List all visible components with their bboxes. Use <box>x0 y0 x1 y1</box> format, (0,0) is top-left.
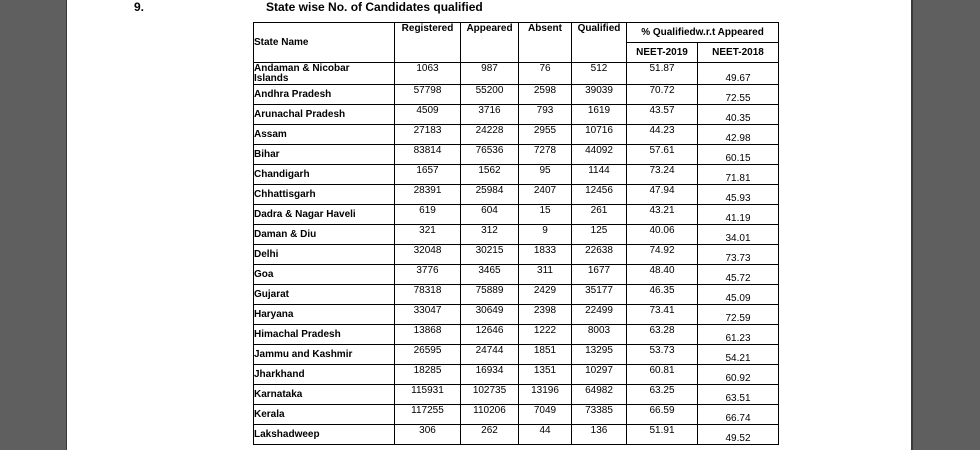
cell-neet-2018: 60.15 <box>698 145 779 165</box>
state-name-text: Haryana <box>254 308 294 320</box>
cell-registered: 27183 <box>395 125 461 145</box>
cell-neet-2019: 44.23 <box>627 125 698 145</box>
cell-registered: 619 <box>395 205 461 225</box>
cell-qualified: 44092 <box>572 145 627 165</box>
cell-state-name <box>254 185 395 205</box>
cell-registered: 26595 <box>395 345 461 365</box>
table-row <box>254 245 779 265</box>
cell-absent: 1833 <box>519 245 572 265</box>
cell-neet-2019: 40.06 <box>627 225 698 245</box>
cell-appeared: 1562 <box>461 165 519 185</box>
table-body <box>254 63 779 445</box>
cell-neet-2019: 73.41 <box>627 305 698 325</box>
cell-absent: 7049 <box>519 405 572 425</box>
cell-neet-2018: 72.55 <box>698 85 779 105</box>
cell-neet-2018: 49.52 <box>698 425 779 445</box>
cell-appeared: 3716 <box>461 105 519 125</box>
cell-absent: 15 <box>519 205 572 225</box>
cell-neet-2018: 73.73 <box>698 245 779 265</box>
table-row <box>254 85 779 105</box>
cell-neet-2018: 61.23 <box>698 325 779 345</box>
cell-neet-2018: 49.67 <box>698 63 779 85</box>
cell-registered: 115931 <box>395 385 461 405</box>
cell-qualified: 10297 <box>572 365 627 385</box>
cell-registered: 28391 <box>395 185 461 205</box>
cell-state-name <box>254 265 395 285</box>
table-row <box>254 145 779 165</box>
cell-absent: 44 <box>519 425 572 445</box>
cell-appeared: 110206 <box>461 405 519 425</box>
cell-absent: 2955 <box>519 125 572 145</box>
cell-neet-2019: 63.25 <box>627 385 698 405</box>
cell-neet-2019: 57.61 <box>627 145 698 165</box>
cell-state-name <box>254 105 395 125</box>
cell-neet-2019: 48.40 <box>627 265 698 285</box>
cell-qualified: 12456 <box>572 185 627 205</box>
state-name-text: Kerala <box>254 408 285 420</box>
cell-appeared: 987 <box>461 63 519 85</box>
cell-registered: 4509 <box>395 105 461 125</box>
header-neet-2018: NEET-2018 <box>698 43 779 63</box>
table-row <box>254 305 779 325</box>
cell-absent: 2407 <box>519 185 572 205</box>
cell-appeared: 75889 <box>461 285 519 305</box>
cell-neet-2019: 73.24 <box>627 165 698 185</box>
cell-neet-2019: 51.87 <box>627 63 698 85</box>
cell-appeared: 55200 <box>461 85 519 105</box>
cell-absent: 2429 <box>519 285 572 305</box>
cell-qualified: 64982 <box>572 385 627 405</box>
table-row <box>254 425 779 445</box>
table-row <box>254 63 779 85</box>
cell-appeared: 30215 <box>461 245 519 265</box>
table-row <box>254 105 779 125</box>
cell-qualified: 22638 <box>572 245 627 265</box>
table-row <box>254 345 779 365</box>
cell-neet-2019: 66.59 <box>627 405 698 425</box>
cell-neet-2018: 72.59 <box>698 305 779 325</box>
header-neet-2019: NEET-2019 <box>627 43 698 63</box>
cell-qualified: 8003 <box>572 325 627 345</box>
cell-neet-2018: 34.01 <box>698 225 779 245</box>
cell-neet-2019: 46.35 <box>627 285 698 305</box>
state-name-text: Chandigarh <box>254 168 310 180</box>
cell-neet-2018: 66.74 <box>698 405 779 425</box>
cell-state-name <box>254 165 395 185</box>
cell-registered: 18285 <box>395 365 461 385</box>
cell-registered: 1063 <box>395 63 461 85</box>
cell-absent: 76 <box>519 63 572 85</box>
cell-appeared: 24228 <box>461 125 519 145</box>
cell-absent: 1851 <box>519 345 572 365</box>
cell-state-name <box>254 325 395 345</box>
cell-qualified: 261 <box>572 205 627 225</box>
cell-appeared: 3465 <box>461 265 519 285</box>
cell-state-name <box>254 385 395 405</box>
cell-registered: 306 <box>395 425 461 445</box>
cell-state-name <box>254 245 395 265</box>
header-pct-qualified: % Qualifiedw.r.t Appeared <box>627 23 779 43</box>
cell-neet-2019: 63.28 <box>627 325 698 345</box>
cell-neet-2018: 60.92 <box>698 365 779 385</box>
candidates-table <box>253 22 779 445</box>
table-row <box>254 185 779 205</box>
cell-absent: 2398 <box>519 305 572 325</box>
cell-neet-2019: 53.73 <box>627 345 698 365</box>
cell-neet-2019: 51.91 <box>627 425 698 445</box>
cell-state-name <box>254 365 395 385</box>
cell-appeared: 16934 <box>461 365 519 385</box>
state-name-text: Delhi <box>254 248 279 260</box>
cell-appeared: 312 <box>461 225 519 245</box>
state-name-text: Jharkhand <box>254 368 305 380</box>
state-name-text: Andaman & Nicobar Islands <box>254 62 350 84</box>
cell-registered: 83814 <box>395 145 461 165</box>
cell-neet-2018: 71.81 <box>698 165 779 185</box>
cell-absent: 7278 <box>519 145 572 165</box>
cell-state-name <box>254 145 395 165</box>
cell-registered: 32048 <box>395 245 461 265</box>
cell-state-name <box>254 405 395 425</box>
table-row <box>254 385 779 405</box>
cell-neet-2018: 42.98 <box>698 125 779 145</box>
section-number: 9. <box>134 0 145 14</box>
table-row <box>254 205 779 225</box>
cell-state-name <box>254 225 395 245</box>
cell-registered: 33047 <box>395 305 461 325</box>
cell-qualified: 73385 <box>572 405 627 425</box>
cell-neet-2019: 43.57 <box>627 105 698 125</box>
state-name-text: Dadra & Nagar Haveli <box>254 208 356 220</box>
cell-neet-2019: 74.92 <box>627 245 698 265</box>
cell-absent: 311 <box>519 265 572 285</box>
cell-neet-2018: 63.51 <box>698 385 779 405</box>
state-name-text: Himachal Pradesh <box>254 328 341 340</box>
cell-neet-2018: 45.09 <box>698 285 779 305</box>
page-right-border <box>911 0 913 450</box>
cell-neet-2018: 54.21 <box>698 345 779 365</box>
cell-neet-2019: 47.94 <box>627 185 698 205</box>
cell-registered: 1657 <box>395 165 461 185</box>
table-row <box>254 225 779 245</box>
table-row <box>254 405 779 425</box>
cell-appeared: 30649 <box>461 305 519 325</box>
cell-qualified: 1144 <box>572 165 627 185</box>
cell-registered: 57798 <box>395 85 461 105</box>
header-registered: Registered <box>395 23 461 63</box>
cell-absent: 95 <box>519 165 572 185</box>
cell-state-name <box>254 285 395 305</box>
cell-absent: 1351 <box>519 365 572 385</box>
cell-qualified: 22499 <box>572 305 627 325</box>
cell-appeared: 76536 <box>461 145 519 165</box>
cell-qualified: 13295 <box>572 345 627 365</box>
header-appeared: Appeared <box>461 23 519 63</box>
cell-appeared: 25984 <box>461 185 519 205</box>
table-row <box>254 265 779 285</box>
cell-qualified: 10716 <box>572 125 627 145</box>
table-row <box>254 285 779 305</box>
state-name-text: Daman & Diu <box>254 228 317 240</box>
cell-absent: 2598 <box>519 85 572 105</box>
cell-neet-2019: 60.81 <box>627 365 698 385</box>
state-name-text: Arunachal Pradesh <box>254 108 346 120</box>
table-row <box>254 325 779 345</box>
cell-registered: 3776 <box>395 265 461 285</box>
state-name-text: Goa <box>254 268 274 280</box>
cell-state-name <box>254 345 395 365</box>
cell-appeared: 262 <box>461 425 519 445</box>
cell-appeared: 102735 <box>461 385 519 405</box>
cell-qualified: 1677 <box>572 265 627 285</box>
cell-state-name <box>254 63 395 85</box>
header-qualified: Qualified <box>572 23 627 63</box>
cell-absent: 1222 <box>519 325 572 345</box>
cell-appeared: 24744 <box>461 345 519 365</box>
cell-neet-2018: 45.72 <box>698 265 779 285</box>
cell-state-name <box>254 125 395 145</box>
cell-qualified: 125 <box>572 225 627 245</box>
cell-registered: 321 <box>395 225 461 245</box>
cell-neet-2019: 43.21 <box>627 205 698 225</box>
section-title: State wise No. of Candidates qualified <box>266 0 483 14</box>
cell-absent: 13196 <box>519 385 572 405</box>
cell-qualified: 512 <box>572 63 627 85</box>
cell-neet-2018: 45.93 <box>698 185 779 205</box>
header-absent: Absent <box>519 23 572 63</box>
cell-qualified: 136 <box>572 425 627 445</box>
cell-absent: 793 <box>519 105 572 125</box>
state-name-text: Lakshadweep <box>254 428 320 440</box>
table-row <box>254 365 779 385</box>
state-name-text: Chhattisgarh <box>254 188 316 200</box>
cell-registered: 117255 <box>395 405 461 425</box>
table-row <box>254 125 779 145</box>
cell-neet-2018: 41.19 <box>698 205 779 225</box>
state-name-text: Andhra Pradesh <box>254 88 332 100</box>
cell-qualified: 39039 <box>572 85 627 105</box>
state-name-text: Bihar <box>254 148 280 160</box>
cell-registered: 78318 <box>395 285 461 305</box>
cell-neet-2019: 70.72 <box>627 85 698 105</box>
cell-appeared: 12646 <box>461 325 519 345</box>
state-name-text: Assam <box>254 128 287 140</box>
cell-qualified: 35177 <box>572 285 627 305</box>
cell-appeared: 604 <box>461 205 519 225</box>
cell-state-name <box>254 425 395 445</box>
cell-neet-2018: 40.35 <box>698 105 779 125</box>
state-name-text: Gujarat <box>254 288 290 300</box>
cell-state-name <box>254 85 395 105</box>
cell-state-name <box>254 205 395 225</box>
state-name-text: Karnataka <box>254 388 303 400</box>
cell-qualified: 1619 <box>572 105 627 125</box>
cell-registered: 13868 <box>395 325 461 345</box>
table-row <box>254 165 779 185</box>
cell-absent: 9 <box>519 225 572 245</box>
header-state-name: State Name <box>254 23 395 63</box>
state-name-text: Jammu and Kashmir <box>254 348 353 360</box>
cell-state-name <box>254 305 395 325</box>
